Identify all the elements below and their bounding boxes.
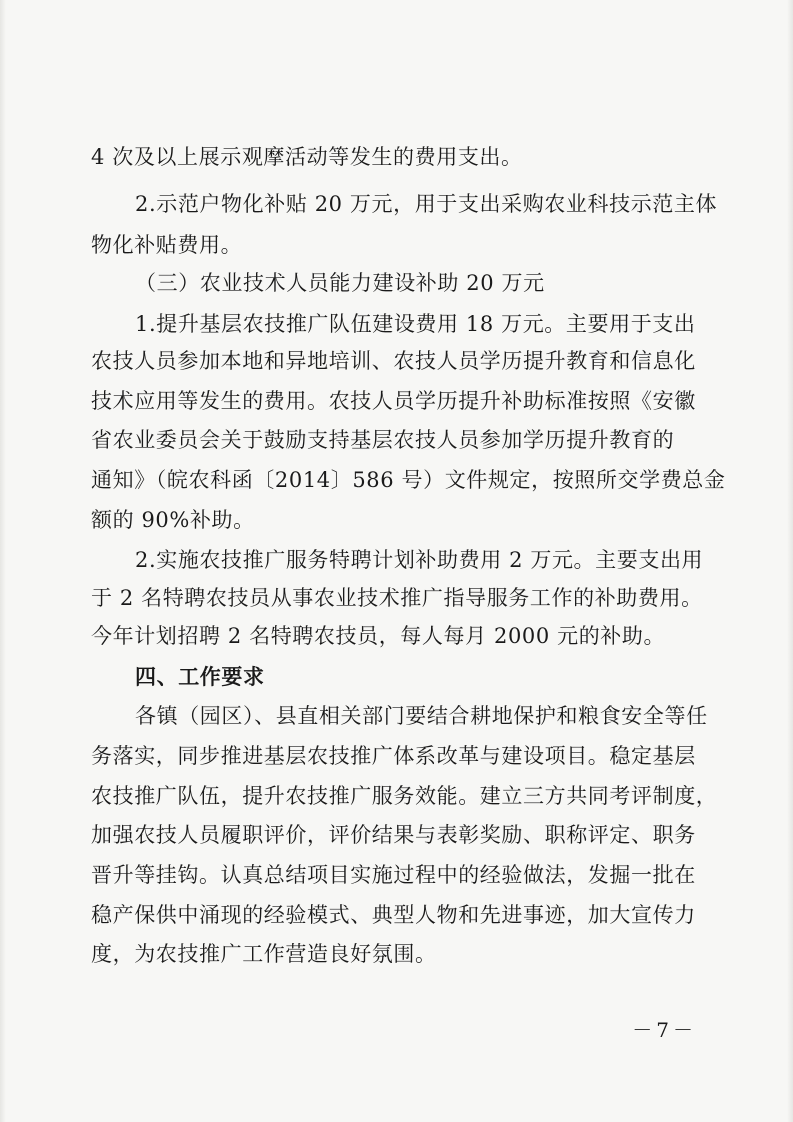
text-line-17: 农技推广队伍，提升农技推广服务效能。建立三方共同考评制度，: [91, 784, 718, 808]
text-line-11: 2.实施农技推广服务特聘计划补助费用 2 万元。主要支出用: [135, 548, 704, 572]
section-heading-4: 四、工作要求: [135, 665, 265, 689]
text-line-6: 农技人员参加本地和异地培训、农技人员学历提升教育和信息化: [91, 349, 696, 373]
page-edge-right: [787, 0, 793, 1122]
text-line-20: 稳产保供中涌现的经验模式、典型人物和先进事迹，加大宣传力: [91, 903, 696, 927]
text-line-13: 今年计划招聘 2 名特聘农技员，每人每月 2000 元的补助。: [91, 624, 666, 648]
text-line-1: 4 次及以上展示观摩活动等发生的费用支出。: [91, 145, 523, 169]
page-number: －7－: [632, 1018, 697, 1042]
text-line-19: 晋升等挂钩。认真总结项目实施过程中的经验做法，发掘一批在: [91, 863, 696, 887]
text-line-12: 于 2 名特聘农技员从事农业技术推广指导服务工作的补助费用。: [91, 586, 703, 610]
section-heading-3: （三）农业技术人员能力建设补助 20 万元: [135, 271, 545, 295]
text-line-3: 物化补贴费用。: [91, 233, 243, 257]
text-line-21: 度，为农技推广工作营造良好氛围。: [91, 942, 437, 966]
text-line-9: 通知》（皖农科函〔2014〕586 号）文件规定，按照所交学费总金: [91, 468, 726, 492]
text-line-10: 额的 90%补助。: [91, 508, 255, 532]
text-line-2: 2.示范户物化补贴 20 万元，用于支出采购农业科技示范主体: [135, 192, 718, 216]
page-edge-left: [0, 0, 6, 1122]
text-line-15: 各镇（园区）、县直相关部门要结合耕地保护和粮食安全等任: [135, 704, 708, 728]
text-line-5: 1.提升基层农技推广队伍建设费用 18 万元。主要用于支出: [135, 312, 696, 336]
text-line-8: 省农业委员会关于鼓励支持基层农技人员参加学历提升教育的: [91, 428, 675, 452]
text-line-7: 技术应用等发生的费用。农技人员学历提升补助标准按照《安徽: [91, 389, 696, 413]
text-line-18: 加强农技人员履职评价，评价结果与表彰奖励、职称评定、职务: [91, 823, 696, 847]
text-line-16: 务落实，同步推进基层农技推广体系改革与建设项目。稳定基层: [91, 744, 696, 768]
